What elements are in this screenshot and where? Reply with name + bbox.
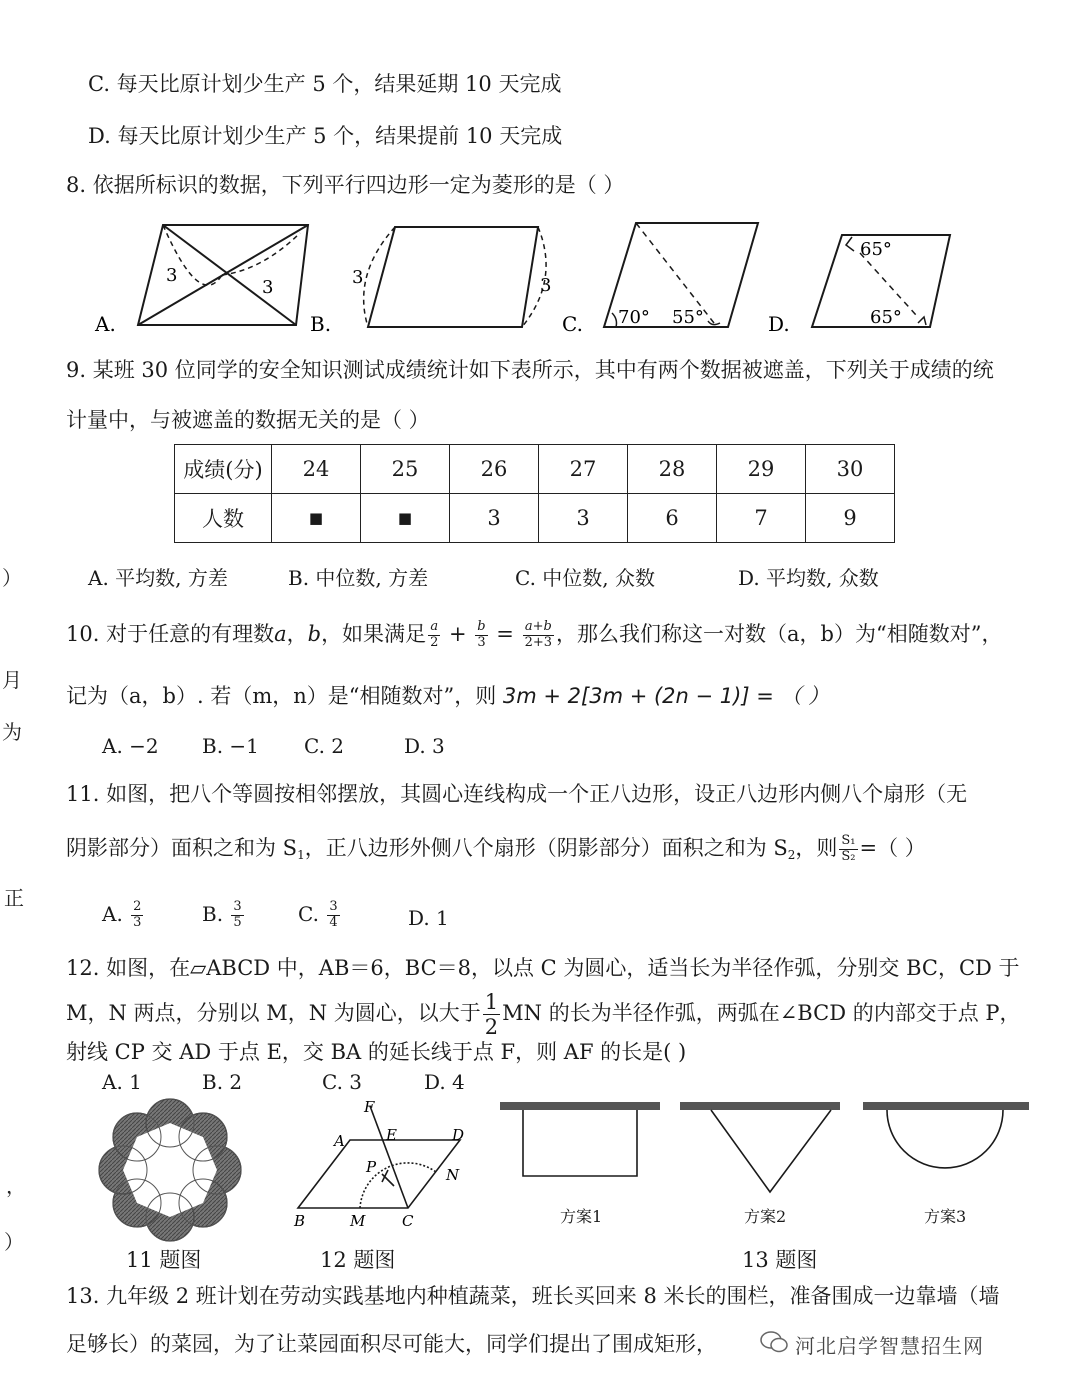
- fig11-eight-circles: [100, 1100, 240, 1240]
- table-row: [175, 494, 895, 543]
- q10-var-b: b: [307, 621, 322, 646]
- q10-option-a: A. −2: [102, 734, 159, 758]
- q10-text-1: 10. 对于任意的有理数: [66, 621, 275, 646]
- q10-text-2: ，如果满足: [321, 621, 427, 646]
- fig13-schemes: [495, 1100, 1035, 1210]
- count-cell: ■: [361, 494, 450, 543]
- q8-stem: 8. 依据所标识的数据，下列平行四边形一定为菱形的是（ ）: [66, 173, 625, 197]
- fig13-caption: 13 题图: [742, 1248, 818, 1272]
- q10-option-b: B. −1: [202, 734, 259, 758]
- table-header-cell: 人数: [175, 494, 272, 543]
- count-cell: 6: [628, 494, 717, 543]
- count-cell: 9: [806, 494, 895, 543]
- watermark-text: 河北启学智慧招生网: [795, 1334, 984, 1358]
- q10-option-c: C. 2: [304, 734, 345, 758]
- q9-stem-line2: 计量中，与被遮盖的数据无关的是（ ）: [66, 408, 430, 432]
- q10-expression: 3m + 2[3m + (2n − 1)] = （ ）: [502, 684, 830, 708]
- margin-glyph: ，: [6, 1174, 26, 1198]
- q8-d-angle-2: 65°: [870, 307, 902, 328]
- score-cell: 25: [361, 445, 450, 494]
- q9-stem-line1: 9. 某班 30 位同学的安全知识测试成绩统计如下表所示，其中有两个数据被遮盖，下列关于成绩的统: [66, 358, 994, 382]
- q10-text-3: ，那么我们称这一对数（a，b）为“相随数对”，: [556, 621, 1003, 646]
- score-cell: 28: [628, 445, 717, 494]
- q10-f3-den: 2+3: [524, 634, 553, 650]
- q8-a-mark-2: 3: [262, 277, 274, 298]
- q11-text-c: ，则: [795, 835, 838, 860]
- q9-option-b: B. 中位数, 方差: [288, 566, 429, 590]
- fig12-parallelogram: [290, 1100, 480, 1235]
- q11-ratio-num: S₁: [841, 833, 856, 848]
- score-cell: 30: [806, 445, 895, 494]
- q12-text-b: MN 的长为半径作弧，两弧在∠BCD 的内部交于点 P，: [502, 1001, 1021, 1026]
- fig12-label-a: A: [334, 1132, 345, 1150]
- scheme-2-label: 方案2: [744, 1207, 787, 1226]
- q8-figure-a: [138, 225, 308, 325]
- q12-text-a: M，N 两点，分别以 M，N 为圆心，以大于: [66, 1001, 481, 1026]
- q11-option-d: D. 1: [408, 906, 449, 930]
- fig12-label-d: D: [452, 1126, 465, 1144]
- q10-comma: ，: [286, 621, 308, 646]
- scheme-3-label: 方案3: [924, 1207, 967, 1226]
- q13-line1: 13. 九年级 2 班计划在劳动实践基地内种植蔬菜，班长买回来 8 米长的围栏，准备围成一边靠墙（墙: [66, 1284, 1000, 1308]
- q12-option-c: C. 3: [322, 1070, 363, 1094]
- q12-half: $\frac{1}{2}$: [484, 990, 499, 1040]
- fig12-caption: 12 题图: [320, 1248, 396, 1272]
- q11-option-a: A. $\frac{2}{3}$: [102, 899, 142, 930]
- q7-option-c: C. 每天比原计划少生产 5 个，结果延期 10 天完成: [88, 72, 562, 96]
- q11-ratio: [839, 834, 857, 865]
- q11-ratio-den: S₂: [841, 848, 856, 864]
- q10-f3-num: a+b: [524, 619, 552, 634]
- q7-option-d: D. 每天比原计划少生产 5 个，结果提前 10 天完成: [88, 124, 563, 148]
- q11-text-b: ，正八边形外侧八个扇形（阴影部分）面积之和为 S: [304, 835, 788, 860]
- q11-text-a: 阴影部分）面积之和为 S: [66, 835, 298, 860]
- q12-option-a: A. 1: [102, 1070, 142, 1094]
- q8-b-mark-2: 3: [540, 275, 552, 296]
- q10-equals: =: [489, 621, 521, 646]
- q10-var-a: a: [274, 621, 287, 646]
- fig12-label-e: E: [386, 1126, 397, 1144]
- q10-fraction-b: [475, 620, 487, 651]
- wechat-icon: [760, 1330, 788, 1354]
- q12-line1: 12. 如图，在▱ABCD 中，AB＝6，BC＝8，以点 C 为圆心，适当长为半径作弧，分别交 BC，CD 于: [66, 956, 1020, 980]
- margin-glyph: ）: [4, 1230, 24, 1254]
- score-cell: 26: [450, 445, 539, 494]
- q10-f1-num: a: [430, 619, 439, 634]
- table-header-cell: 成绩(分): [175, 445, 272, 494]
- q8-c-angle-2: 55°: [672, 307, 704, 328]
- q10-line2-text: 记为（a，b）. 若（m，n）是“相随数对”，则: [66, 684, 503, 708]
- q11-line2: [66, 834, 926, 865]
- q10-option-d: D. 3: [404, 734, 445, 758]
- scheme-1-label: 方案1: [560, 1207, 603, 1226]
- score-cell: 27: [539, 445, 628, 494]
- q8-label-a: A.: [95, 312, 116, 336]
- q9-option-d: D. 平均数, 众数: [738, 566, 879, 590]
- q11-sub-2: 2: [787, 847, 796, 862]
- fig11-caption: 11 题图: [126, 1248, 202, 1272]
- score-cell: 29: [717, 445, 806, 494]
- score-cell: 24: [272, 445, 361, 494]
- q10-f1-den: 2: [430, 634, 439, 650]
- q11-option-c: C. $\frac{3}{4}$: [298, 899, 338, 930]
- q11-line1: 11. 如图，把八个等圆按相邻摆放，其圆心连线构成一个正八边形，设正八边形内侧八个扇形（无: [66, 782, 968, 806]
- count-cell: 3: [450, 494, 539, 543]
- q9-option-a: A. 平均数, 方差: [88, 566, 228, 590]
- q10-f2-den: 3: [477, 634, 486, 650]
- q11-text-d: =（ ）: [859, 835, 926, 860]
- count-cell: ■: [272, 494, 361, 543]
- q8-label-d: D.: [768, 312, 790, 336]
- q11-sub-1: 1: [297, 847, 305, 862]
- q10-plus: +: [442, 621, 474, 646]
- q10-line2: [66, 684, 829, 708]
- q12-option-b: B. 2: [202, 1070, 243, 1094]
- margin-glyph: 为: [2, 720, 22, 744]
- fig12-label-f: F: [364, 1098, 375, 1116]
- q10-f2-num: b: [477, 619, 486, 634]
- q8-label-b: B.: [310, 312, 332, 336]
- q8-figure-b: [364, 227, 546, 327]
- q11-opt-c-frac: $\frac{3}{4}$: [329, 899, 338, 930]
- q8-label-c: C.: [562, 312, 583, 336]
- q10-fraction-c: [523, 620, 554, 651]
- q11-option-b: B. $\frac{3}{5}$: [202, 899, 242, 930]
- fig12-label-c: C: [402, 1212, 414, 1230]
- q8-a-mark-1: 3: [166, 265, 178, 286]
- count-cell: 7: [717, 494, 806, 543]
- q8-d-angle-1: 65°: [860, 239, 892, 260]
- fig12-label-n: N: [446, 1166, 460, 1184]
- q10-line1: [66, 620, 1002, 651]
- table-row: [175, 445, 895, 494]
- margin-glyph: 正: [4, 886, 24, 910]
- q13-line2: 足够长）的菜园，为了让菜园面积尽可能大，同学们提出了围成矩形，: [66, 1332, 717, 1356]
- q12-option-d: D. 4: [424, 1070, 465, 1094]
- fig12-label-b: B: [294, 1212, 306, 1230]
- q12-line3: 射线 CP 交 AD 于点 E，交 BA 的延长线于点 F，则 AF 的长是( ): [66, 1040, 687, 1064]
- margin-glyph: ）: [2, 566, 22, 590]
- q9-score-table: [174, 444, 895, 543]
- fig12-label-m: M: [350, 1212, 366, 1230]
- fig12-label-p: P: [366, 1158, 377, 1176]
- q12-line2: [66, 990, 1021, 1039]
- q8-figures: [0, 215, 1080, 340]
- q10-fraction-a: [428, 620, 440, 651]
- margin-glyph: 月: [2, 668, 22, 692]
- q8-b-mark-1: 3: [352, 267, 364, 288]
- q11-opt-a-frac: $\frac{2}{3}$: [133, 899, 142, 930]
- q8-c-angle-1: 70°: [618, 307, 650, 328]
- q9-option-c: C. 中位数, 众数: [515, 566, 656, 590]
- count-cell: 3: [539, 494, 628, 543]
- q11-opt-b-frac: $\frac{3}{5}$: [233, 899, 242, 930]
